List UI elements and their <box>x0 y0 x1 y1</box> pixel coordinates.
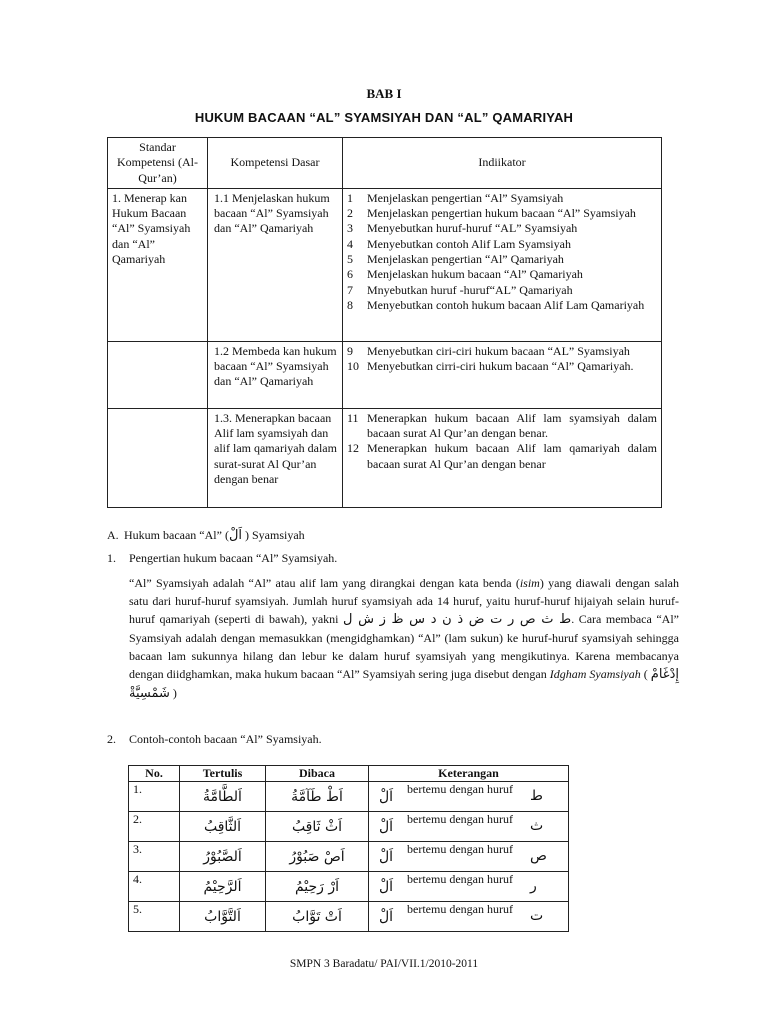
examples-table <box>128 765 569 932</box>
indicator-item: 2 Menjelaskan pengertian hukum bacaan “Al” Syamsiyah <box>347 206 636 221</box>
indicator-item: 6 Menjelaskan hukum bacaan “Al” Qamariyah <box>347 267 583 282</box>
chapter-label: BAB I <box>366 86 402 101</box>
table-row: 1. اَلطَّامَّةُ اَطْ طَآمَّةُ اَلْ bertemu dengan huruf <box>129 782 569 812</box>
indicator-item: 3 Menyebutkan huruf-huruf “AL” Syamsiyah <box>347 221 578 236</box>
kompetensi-dasar-cell: 1.3. Menerapkan bacaan Alif lam syamsiyah dan alif lam qamariyah dalam surat-surat Al Qur’an dengan benar <box>208 408 343 507</box>
indicator-item: 5 Menjelaskan pengertian “Al” Qamariyah <box>347 252 564 267</box>
competency-table <box>107 137 662 508</box>
section-a-heading: A. Hukum bacaan “Al” (اَلْ ) Syamsiyah <box>107 528 305 543</box>
indicator-item: 1 Menjelaskan pengertian “Al” Syamsiyah <box>347 190 564 205</box>
standar-kompetensi-cell: 1. Menerap kan Hukum Bacaan “Al” Syamsiyah dan “Al” Qamariyah <box>108 188 208 341</box>
empty-standar-cell <box>108 341 208 408</box>
example-letter: ت <box>530 908 544 924</box>
indicator-item: 8 Menyebutkan contoh hukum bacaan Alif Lam Qamariyah <box>347 297 645 312</box>
subsection-1-heading: 1. Pengertian hukum bacaan “Al” Syamsiyah. <box>107 551 338 565</box>
page-footer: SMPN 3 Baradatu/ PAI/VII.1/2010-2011 <box>289 958 479 970</box>
header-standar: Standar Kompetensi (Al-Qur’an) <box>108 138 208 189</box>
indicator-cell <box>343 341 662 408</box>
indicator-item: 11 Menerapkan hukum bacaan Alif lam syamsiyah dalam bacaan surat Al Qur’an dengan benar. <box>347 410 657 441</box>
indicator-item: 4 Menyebutkan contoh Alif Lam Syamsiyah <box>347 236 571 251</box>
idgham-arabic: إِدْغَامْ شَمْسِيَّةْ <box>129 667 680 701</box>
kompetensi-dasar-cell: 1.1 Menjelaskan hukum bacaan “Al” Syamsiyah dan “Al” Qamariyah <box>208 188 343 341</box>
syamsiyah-paragraph: “Al” Syamsiyah adalah “Al” atau alif lam yang dirangkai dengan kata benda (isim) yang diawali dengan salah satu dari huruf-huruf syamsiyah. Jumlah huruf syamsiyah ada 14 huruf, yaitu huruf-huruf hijaiyah selain huruf-huruf qamariyah (seperti di bawah), yakni ط ث ص ر ت ض ذ ن د س ظ ز ش ل. Cara membaca “Al” Syamsiyah adalah dengan memasukkan (mengidghamkan) “Al” (lam sukun) ke huruf-huruf syamsiyah sehingga bacaan lam sukunnya hilang dan lebur ke dalam huruf syamsiyah yang mengikutinya. Karena membacanya dengan diidghamkan, maka hukum bacaan “Al” Syamsiyah sering juga disebut dengan Idgham Syamsiyah ( إِدْغَامْ شَمْسِيَّةْ ) <box>129 576 680 701</box>
table-row: 3. اَلصَّبُوْرُ اَصْ صَبُوْرُ اَلْ bertemu dengan huruf <box>129 842 569 872</box>
indicator-cell <box>343 408 662 507</box>
table-row: 2. اَلثَّاقِبُ اَثْ ثَاقِبُ اَلْ bertemu dengan huruf <box>129 812 569 842</box>
syamsiyah-letters: ط ث ص ر ت ض ذ ن د س ظ ز ش ل <box>343 612 572 627</box>
header-keterangan: Keterangan <box>369 766 569 782</box>
kompetensi-dasar-cell: 1.2 Membeda kan hukum bacaan “Al” Syamsiyah dan “Al” Qamariyah <box>208 341 343 408</box>
header-kompetensi-dasar: Kompetensi Dasar <box>208 138 343 189</box>
header-no: No. <box>129 766 180 782</box>
header-dibaca: Dibaca <box>266 766 369 782</box>
header-indikator: Indiikator <box>343 138 662 189</box>
indicator-cell <box>343 188 662 341</box>
example-letter: ط <box>530 788 543 804</box>
subsection-2-heading: 2. Contoh-contoh bacaan “Al” Syamsiyah. <box>107 732 322 746</box>
example-letter: ث <box>530 818 544 834</box>
indicator-item: 10 Menyebutkan cirri-ciri hukum bacaan “Al” Qamariyah. <box>347 359 634 374</box>
indicator-item: 7 Mnyebutkan huruf -huruf“AL” Qamariyah <box>347 282 573 297</box>
example-letter: ر <box>530 878 537 894</box>
table-row: 4. اَلرَّحِيْمُ اَرْ رَحِيْمُ اَلْ bertemu dengan huruf <box>129 872 569 902</box>
table-row: 5. اَلتَّوَّابُ اَتْ تَوَّابُ اَلْ bertemu dengan huruf <box>129 902 569 932</box>
empty-standar-cell <box>108 408 208 507</box>
example-letter: ص <box>530 848 547 864</box>
indicator-item: 12 Menerapkan hukum bacaan Alif lam qamariyah dalam bacaan surat Al Qur’an dengan benar <box>347 441 657 471</box>
indicator-item: 9 Menyebutkan ciri-ciri hukum bacaan “AL” Syamsiyah <box>347 343 630 358</box>
page-title: HUKUM BACAAN “AL” SYAMSIYAH DAN “AL” QAMARIYAH <box>194 110 574 125</box>
header-tertulis: Tertulis <box>180 766 266 782</box>
